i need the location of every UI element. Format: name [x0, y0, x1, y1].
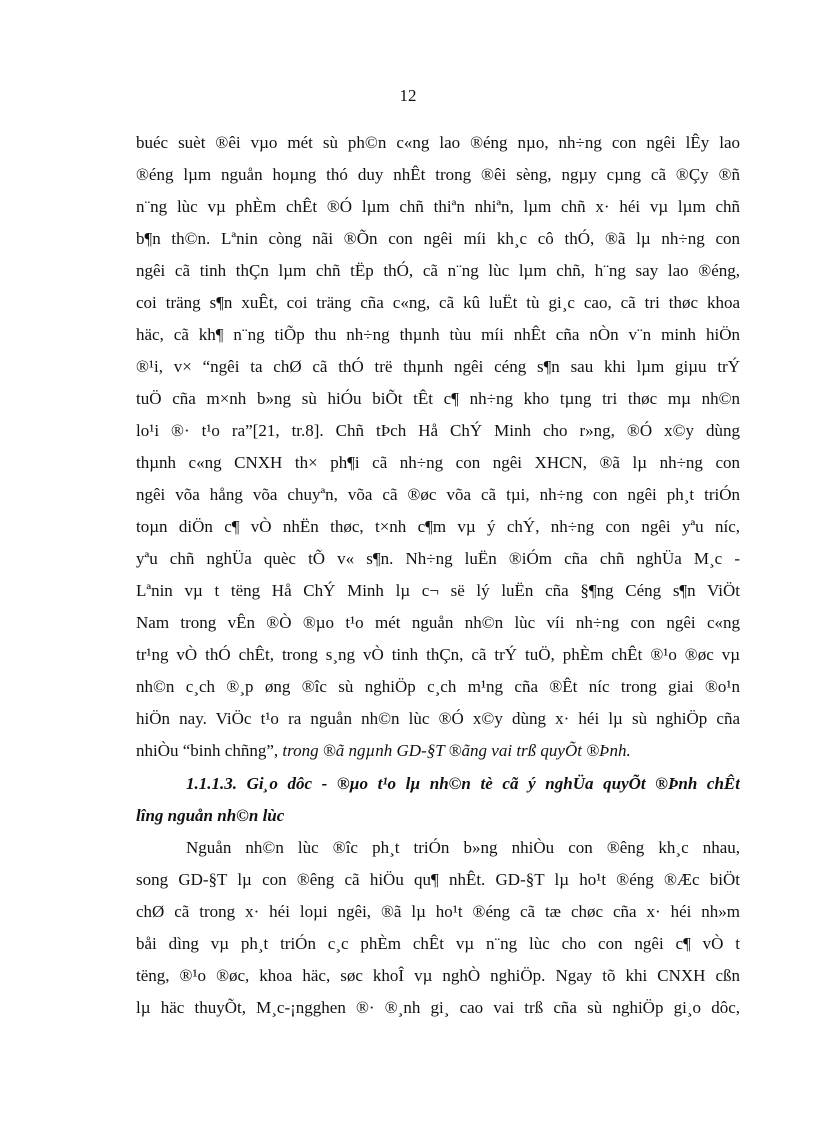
- paragraph-line: ®¹i, v× “ngêi ta chØ cã thÓ trë thµnh ngêi céng s¶n sau khi lµm giµu trÝ: [136, 357, 740, 376]
- paragraph-line: båi dìng vµ ph¸t triÓn c¸c phÈm chÊt vµ n¨ng lùc cho con ngêi c¶ vÒ t: [136, 934, 740, 953]
- paragraph-last-plain: nhiÒu “binh chñng”,: [136, 741, 279, 760]
- section-heading: 1.1.1.3. Gi¸o dôc - ®µo t¹o lµ nh©n tè cã ý nghÜa quyÕt ®Þnh chÊt: [186, 774, 740, 793]
- paragraph-last-italic: trong ®ã ngµnh GD-§T ®ãng vai trß quyÕt ®Þnh.: [282, 741, 631, 760]
- paragraph-line: b¶n th©n. Lªnin còng nãi ®Õn con ngêi míi kh¸c cô thÓ, ®ã lµ nh÷ng con: [136, 229, 740, 248]
- paragraph-line: tr¹ng vÒ thÓ chÊt, trong s¸ng vÒ tinh thÇn, cã trÝ tuÖ, phÈm chÊt ®¹o ®øc vµ: [136, 645, 740, 664]
- paragraph-line: n¨ng lùc vµ phÈm chÊt ®Ó lµm chñ thiªn nhiªn, lµm chñ x· héi vµ lµm chñ: [136, 197, 740, 216]
- paragraph-line: yªu chñ nghÜa quèc tÕ v« s¶n. Nh÷ng luËn ®iÓm cña chñ nghÜa M¸c -: [136, 549, 740, 568]
- section-heading-continued: lîng nguån nh©n lùc: [136, 806, 285, 825]
- paragraph-line: ngêi cã tinh thÇn lµm chñ tËp thÓ, cã n¨ng lùc lµm chñ, h¨ng say lao ®éng,: [136, 261, 740, 280]
- paragraph-line: tuÖ cña m×nh b»ng sù hiÓu biÕt tÊt c¶ nh÷ng kho tµng tri thøc mµ nh©n: [136, 389, 740, 408]
- paragraph-line: thµnh c«ng CNXH th× ph¶i cã nh÷ng con ngêi XHCN, ®ã lµ nh÷ng con: [136, 453, 740, 472]
- paragraph-line: Nguån nh©n lùc ®îc ph¸t triÓn b»ng nhiÒu con ®êng kh¸c nhau,: [186, 838, 740, 857]
- paragraph-line: hiÖn nay. ViÖc t¹o ra nguån nh©n lùc ®Ó x©y dùng x· héi lµ sù nghiÖp cña: [136, 709, 740, 728]
- paragraph-line: nh©n c¸ch ®¸p øng ®îc sù nghiÖp c¸ch m¹ng cña ®Êt níc trong giai ®o¹n: [136, 677, 740, 696]
- paragraph-line: ®éng lµm nguån hoµng thó duy nhÊt trong ®êi sèng, ngµy cµng cã ®Çy ®ñ: [136, 165, 740, 184]
- paragraph-line: Lªnin vµ t tëng Hå ChÝ Minh lµ c¬ së lý luËn cña §¶ng Céng s¶n ViÖt: [136, 581, 740, 600]
- paragraph-line: toµn diÖn c¶ vÒ nhËn thøc, t×nh c¶m vµ ý chÝ, nh÷ng con ngêi yªu níc,: [136, 517, 740, 536]
- paragraph-line: häc, cã kh¶ n¨ng tiÕp thu nh÷ng thµnh tùu míi nhÊt cña nÒn v¨n minh hiÖn: [136, 325, 740, 344]
- paragraph-last-line: [136, 739, 740, 763]
- paragraph-line: coi träng s¶n xuÊt, coi träng cña c«ng, cã kû luËt tù gi¸c cao, cã tri thøc khoa: [136, 293, 740, 312]
- paragraph-line: chØ cã trong x· héi loµi ngêi, ®ã lµ ho¹t ®éng cã tæ chøc cña x· héi nh»m: [136, 902, 740, 921]
- paragraph-line: tëng, ®¹o ®øc, khoa häc, søc khoÎ vµ nghÒ nghiÖp. Ngay tõ khi CNXH cßn: [136, 966, 740, 985]
- paragraph-line: ngêi võa hång võa chuyªn, võa cã ®øc võa cã tµi, nh÷ng con ngêi ph¸t triÓn: [136, 485, 740, 504]
- page-number: 12: [399, 86, 417, 105]
- paragraph-line: lµ häc thuyÕt, M¸c-¡ngghen ®· ®¸nh gi¸ cao vai trß cña sù nghiÖp gi¸o dôc,: [136, 998, 740, 1017]
- paragraph-line: Nam trong vÊn ®Ò ®µo t¹o mét nguån nh©n lùc víi nh÷ng con ngêi c«ng: [136, 613, 740, 632]
- paragraph-line: buéc suèt ®êi vµo mét sù ph©n c«ng lao ®éng nµo, nh÷ng con ngêi lÊy lao: [136, 133, 740, 152]
- paragraph-line: lo¹i ®· t¹o ra”[21, tr.8]. Chñ tÞch Hå ChÝ Minh cho r»ng, ®Ó x©y dùng: [136, 421, 740, 440]
- paragraph-line: song GD-§T lµ con ®êng cã hiÖu qu¶ nhÊt. GD-§T lµ ho¹t ®éng ®Æc biÖt: [136, 870, 740, 889]
